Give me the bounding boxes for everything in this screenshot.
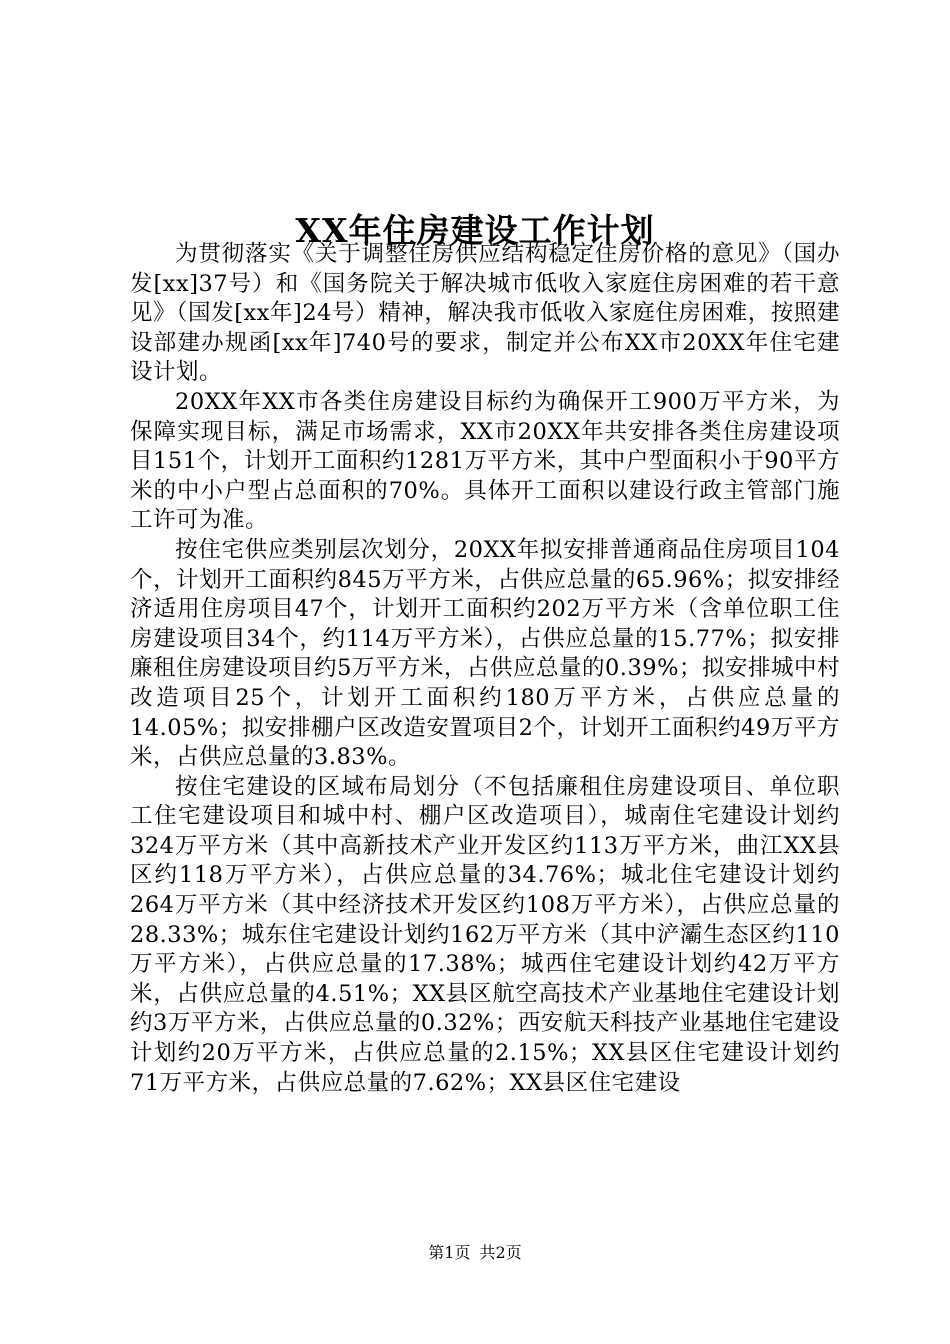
paragraph-2: 20XX年XX市各类住房建设目标约为确保开工900万平方米，为保障实现目标，满足市场需求，XX市20XX年共安排各类住房建设项目151个，计划开工面积约1281万平方米，其中户型面积小于90平方米的中小户型占总面积的70%。具体开工面积以建设行政主管部门施工许可为准。 (130, 388, 840, 534)
page-total: 共2页 (479, 1243, 522, 1262)
document-body (130, 240, 840, 1098)
page-number: 第1页 (428, 1243, 471, 1262)
paragraph-4: 按住宅建设的区域布局划分（不包括廉租住房建设项目、单位职工住宅建设项目和城中村、棚户区改造项目），城南住宅建设计划约324万平方米（其中高新技术产业开发区约113万平方米，曲江XX县区约118万平方米），占供应总量的34.76%；城北住宅建设计划约264万平方米（其中经济技术开发区约108万平方米），占供应总量的28.33%；城东住宅建设计划约162万平方米（其中浐灞生态区约110万平方米），占供应总量的17.38%；城西住宅建设计划约42万平方米，占供应总量的4.51%；XX县区航空高技术产业基地住宅建设计划约3万平方米，占供应总量的0.32%；西安航天科技产业基地住宅建设计划约20万平方米，占供应总量的2.15%；XX县区住宅建设计划约71万平方米，占供应总量的7.62%；XX县区住宅建设 (130, 773, 840, 1096)
document-title: XX年住房建设工作计划 (295, 211, 655, 251)
page-footer (0, 1242, 950, 1264)
paragraph-1: 为贯彻落实《关于调整住房供应结构稳定住房价格的意见》（国办发[xx]37号）和《国务院关于解决城市低收入家庭住房困难的若干意见》（国发[xx年]24号）精神，解决我市低收入家庭住房困难，按照建设部建办规函[xx年]740号的要求，制定并公布XX市20XX年住宅建设计划。 (130, 241, 840, 386)
paragraph-3: 按住宅供应类别层次划分，20XX年拟安排普通商品住房项目104个，计划开工面积约845万平方米，占供应总量的65.96%；拟安排经济适用住房项目47个，计划开工面积约202万平方米（含单位职工住房建设项目34个，约114万平方米），占供应总量的15.77%；拟安排廉租住房建设项目约5万平方米，占供应总量的0.39%；拟安排城中村改造项目25个，计划开工面积约180万平方米，占供应总量的14.05%；拟安排棚户区改造安置项目2个，计划开工面积约49万平方米，占供应总量的3.83%。 (130, 536, 840, 771)
